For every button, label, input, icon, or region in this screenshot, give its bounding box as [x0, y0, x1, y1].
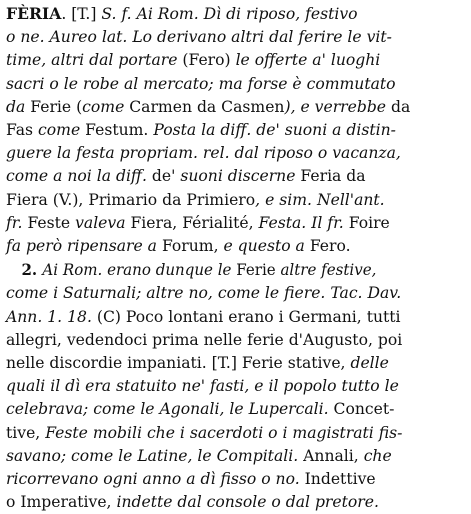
text-line	[6, 445, 461, 468]
text-segment: o Imperative,	[6, 493, 117, 512]
text-segment: Indettive	[304, 470, 376, 489]
text-segment: . [T.]	[61, 5, 102, 23]
text-segment: Forum,	[161, 237, 224, 256]
text-segment: Ferie	[236, 261, 281, 280]
text-segment: discerne	[227, 167, 301, 186]
text-segment: Festa. Il fr.	[258, 213, 349, 232]
text-segment: guere la festa propriam. rel. dal riposo o vacanza,	[6, 144, 401, 163]
text-segment: de'	[151, 167, 181, 186]
text-segment: da	[6, 97, 31, 116]
text-line	[6, 73, 461, 96]
text-segment: Ferie (	[30, 97, 83, 116]
text-segment: FÈRIA	[6, 4, 62, 23]
text-segment: , e sim. Nell'ant.	[255, 190, 385, 209]
text-segment: fr.	[6, 213, 28, 232]
text-segment: celebrava; come le	[6, 400, 160, 419]
text-line	[6, 375, 461, 398]
text-segment: Fero.	[309, 237, 351, 256]
text-segment: time, altri dal portare	[6, 51, 183, 70]
text-segment: Feste mobili che i sacerdoti o i magistrati fis-	[45, 423, 403, 442]
text-line	[6, 96, 461, 119]
text-line	[6, 119, 461, 142]
text-segment: come a noi la diff.	[6, 167, 152, 186]
text-segment: (C) Poco lontani erano i Germani, tutti	[96, 307, 401, 326]
text-segment: S. f. Ai Rom. Dì di riposo, festivo	[101, 5, 358, 23]
text-segment: indette dal console o dal pretore.	[116, 493, 379, 512]
text-segment: o ne. Aureo lat. Lo derivano altri dal ferire le vit-	[6, 28, 392, 47]
text-segment: 2.	[21, 260, 43, 280]
text-segment: Festum.	[85, 121, 154, 140]
text-segment: che	[363, 446, 392, 465]
text-line	[6, 142, 461, 165]
text-segment: Concet-	[333, 400, 395, 419]
text-segment: Fiera (V.),	[6, 190, 89, 209]
text-segment: come	[82, 97, 130, 116]
text-segment: Agonali,	[159, 400, 230, 419]
text-line	[6, 422, 461, 445]
text-segment: ricorrevano ogni anno a dì fisso o no.	[6, 470, 305, 489]
text-segment: Ann. 1. 18.	[6, 307, 97, 326]
text-segment: nelle discordie impaniati. [T.] Ferie stative,	[6, 354, 351, 373]
text-segment: Lupercali.	[248, 400, 334, 419]
text-segment: Carmen da Casmen	[129, 97, 285, 116]
text-line	[6, 329, 461, 352]
text-segment: allegri, vedendoci prima nelle ferie d'Augusto, poi	[6, 330, 403, 349]
text-line	[6, 282, 461, 305]
text-segment: savano; come le	[6, 446, 138, 465]
text-segment: Feste	[27, 213, 76, 232]
text-segment: e questo a	[223, 237, 310, 256]
text-line	[6, 398, 461, 421]
text-segment: tive,	[6, 423, 46, 442]
text-segment: Ai Rom. erano dunque le	[42, 261, 237, 280]
text-segment: fa però ripensare a	[6, 237, 162, 256]
text-line	[6, 212, 461, 235]
text-segment: Fas	[6, 121, 39, 140]
text-line	[6, 352, 461, 375]
text-segment: sacri o le robe al mercato; ma forse è commutato	[6, 74, 396, 93]
text-segment: altre festive,	[280, 261, 377, 280]
text-segment: Latine,	[137, 446, 198, 465]
text-segment: le	[229, 400, 249, 419]
text-line	[6, 189, 461, 212]
text-segment: Compitali.	[216, 446, 304, 465]
text-line	[6, 235, 461, 258]
text-segment: Annali,	[303, 446, 364, 465]
text-segment: ), e verrebbe	[284, 97, 391, 116]
text-segment: Férialité,	[182, 213, 259, 232]
text-segment: come i Saturnali; altre no, come le fiere. Tac. Dav.	[6, 284, 402, 303]
text-segment: Fiera,	[130, 213, 183, 232]
text-segment: quali il dì era statuito ne' fasti, e il popolo tutto le	[6, 377, 399, 396]
text-segment: valeva	[75, 213, 131, 232]
text-segment: le	[197, 446, 217, 465]
text-segment: Feria da	[300, 167, 366, 186]
text-line	[6, 49, 461, 72]
text-segment: le offerte a' luoghi	[235, 51, 381, 70]
text-line	[6, 491, 461, 514]
text-segment: Posta la diff. de' suoni a distin-	[153, 121, 396, 140]
text-segment: Primario da Primiero	[88, 190, 256, 209]
text-segment: da	[391, 97, 411, 116]
text-segment: delle	[350, 354, 389, 373]
text-line	[6, 26, 461, 49]
text-segment: suoni	[180, 167, 228, 186]
text-line	[6, 165, 461, 188]
text-segment: come	[38, 121, 86, 140]
text-line	[6, 306, 461, 329]
text-line	[6, 258, 445, 282]
text-segment: Foire	[348, 213, 390, 232]
text-segment: (Fero)	[182, 51, 236, 70]
text-line	[6, 2, 461, 26]
